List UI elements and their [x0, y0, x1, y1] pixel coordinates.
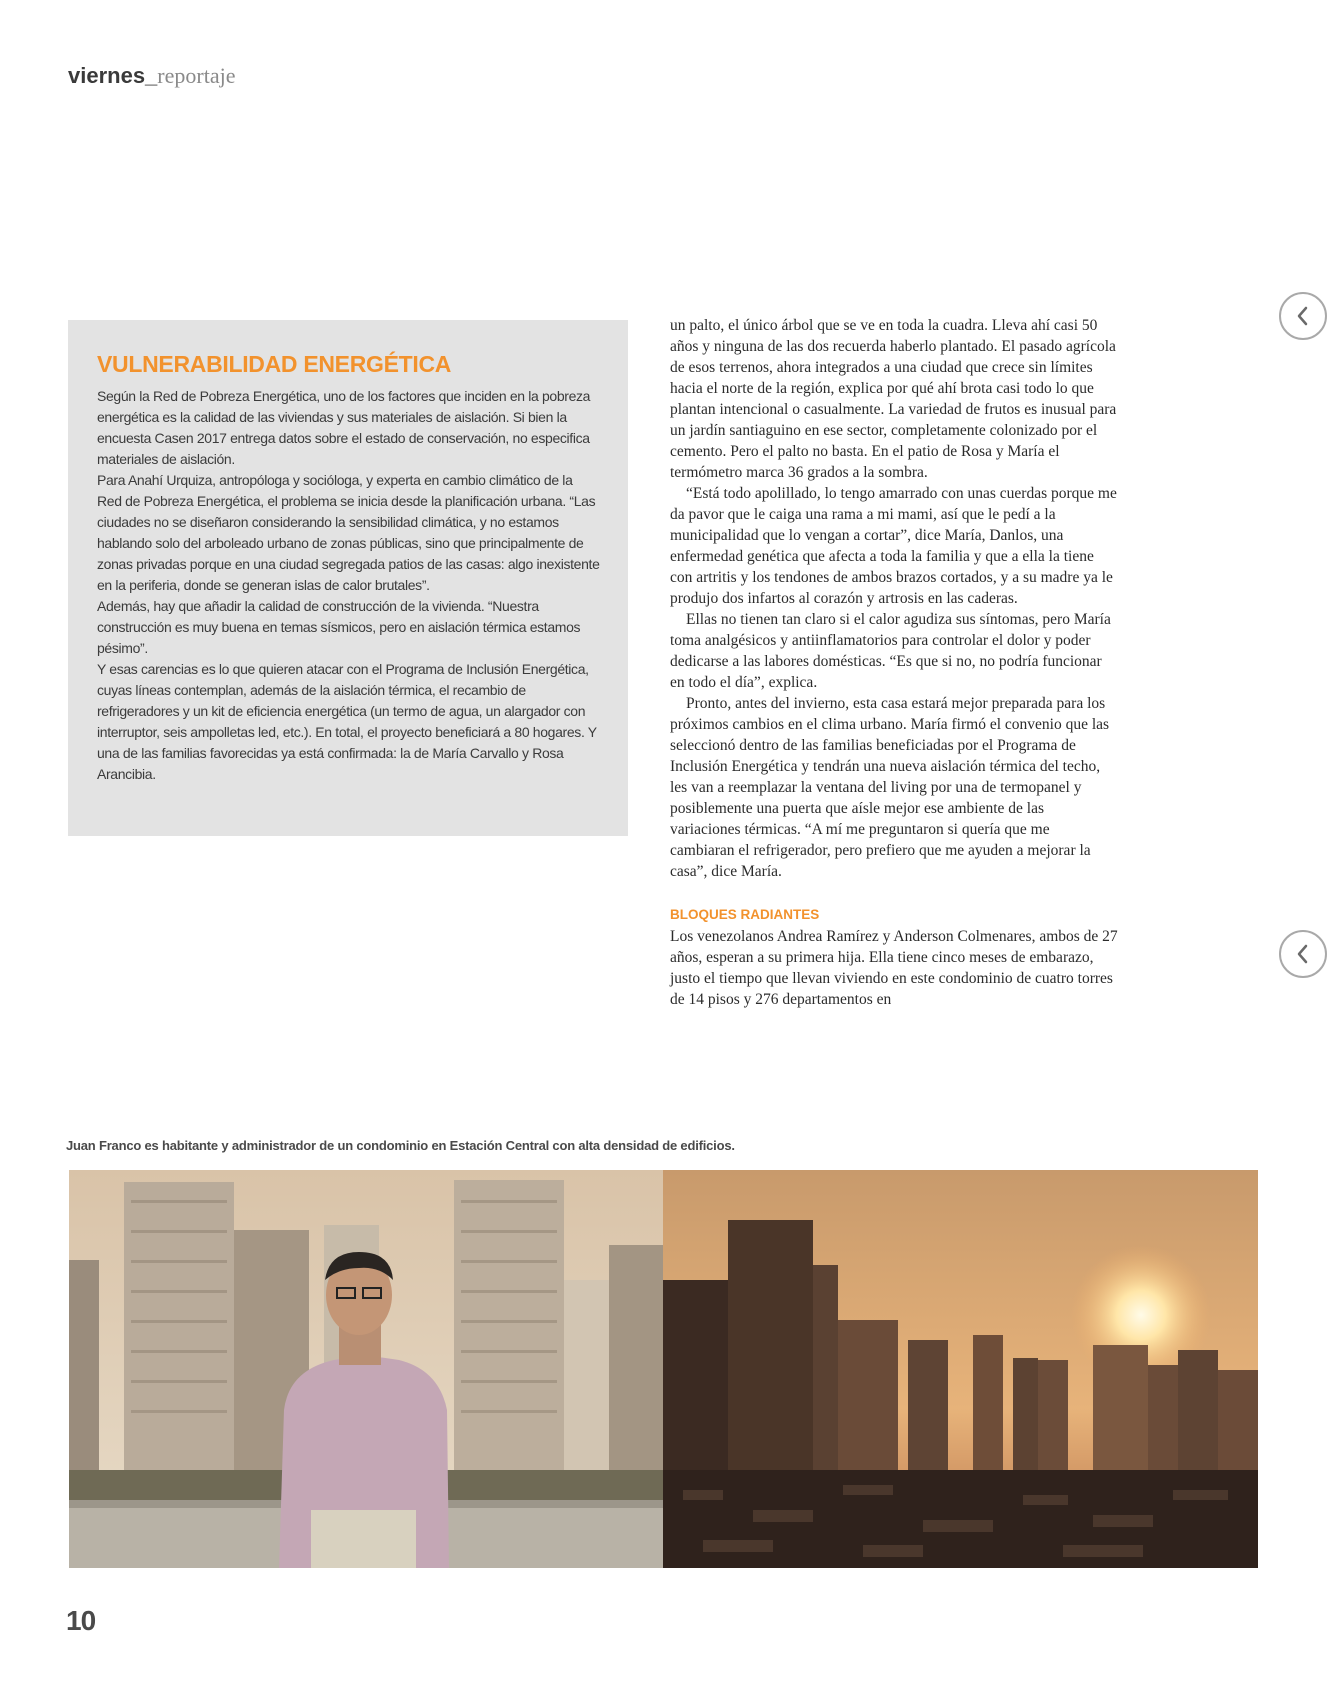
- chevron-left-icon: [1293, 942, 1313, 966]
- section-tag: [68, 62, 235, 90]
- sidebar-text: [97, 386, 600, 785]
- article-paragraph: Ellas no tienen tan claro si el calor agudiza sus síntomas, pero María toma analgésicos y antiinflamatorios para controlar el dolor y poder dedicarse a las labores domésticas. “Es que si no, no podría funcionar en todo el día”, explica.: [670, 611, 1111, 691]
- photo-city-sunset: [663, 1170, 1258, 1568]
- previous-page-button[interactable]: [1279, 292, 1327, 340]
- article-paragraph: “Está todo apolillado, lo tengo amarrado con unas cuerdas porque me da pavor que le caiga una rama a mi mami, así que le pedí a la municipalidad que lo vengan a cortar”, dice María, Danlos, una enfermedad genética que afecta a toda la familia y que a ella la tiene con artritis y los tendones de ambos brazos cortados, y a su madre ya le produjo dos infartos al corazón y artrosis en las caderas.: [670, 485, 1117, 607]
- photo-man-on-rooftop: [69, 1170, 663, 1568]
- sidebar-paragraph: Según la Red de Pobreza Energética, uno de los factores que inciden en la pobreza energética es la calidad de las viviendas y sus materiales de aislación. Si bien la encuesta Casen 2017 entrega datos sobre el estado de conservación, no especifica materiales de aislación.: [97, 388, 591, 467]
- section-name: viernes_: [68, 63, 158, 88]
- page-number: 10: [66, 1605, 96, 1636]
- article-paragraph: Pronto, antes del invierno, esta casa estará mejor preparada para los próximos cambios en el clima urbano. María firmó el convenio que las seleccionó dentro de las familias beneficiadas por el Programa de Inclusión Energética y tendrán una nueva aislación térmica del techo, les van a reemplazar la ventana del living por una de termopanel y posiblemente una puerta que aísle mejor ese ambiente de las variaciones térmicas. “A mí me preguntaron si quería que me cambiaran el refrigerador, pero prefiero que me ayuden a mejorar la casa”, dice María.: [670, 695, 1110, 880]
- photo-caption: Juan Franco es habitante y administrador de un condominio en Estación Central con alta densidad de edificios.: [66, 1138, 735, 1153]
- article-paragraph: Los venezolanos Andrea Ramírez y Anderson Colmenares, ambos de 27 años, esperan a su primera hija. Ella tiene cinco meses de embarazo, justo el tiempo que llevan viviendo en este condominio de cuatro torres de 14 pisos y 276 departamentos en: [670, 928, 1118, 1008]
- article-paragraph: un palto, el único árbol que se ve en toda la cuadra. Lleva ahí casi 50 años y ninguna de las dos recuerda haberlo plantado. El pasado agrícola de esos terrenos, ahora integrados a una ciudad que crece sin límites hacia el norte de la región, explica por qué ahí brota casi todo lo que plantan intencional o casualmente. La variedad de frutos es inusual para un jardín santiaguino en ese sector, completamente colonizado por el cemento. Pero el palto no basta. En el patio de Rosa y María el termómetro marca 36 grados a la sombra.: [670, 317, 1117, 481]
- sidebar-paragraph: Además, hay que añadir la calidad de construcción de la vivienda. “Nuestra construcción es muy buena en temas sísmicos, pero en aislación térmica estamos pésimo”.: [97, 598, 581, 656]
- chevron-left-icon: [1293, 304, 1313, 328]
- previous-page-button-lower[interactable]: [1279, 930, 1327, 978]
- sidebar-paragraph: Para Anahí Urquiza, antropóloga y socióloga, y experta en cambio climático de la Red de Pobreza Energética, el problema se inicia desde la planificación urbana. “Las ciudades no se diseñaron considerando la sensibilidad climática, y no estamos hablando solo del arboleado urbano de zonas públicas, sino que principalmente de zonas privadas porque en una ciudad segregada patios de las casas: algo inexistente en la periferia, donde se generan islas de calor brutales”.: [97, 472, 600, 593]
- section-type: reportaje: [157, 63, 236, 88]
- article-body: [670, 315, 1118, 1010]
- sidebar-title: VULNERABILIDAD ENERGÉTICA: [97, 351, 452, 377]
- sidebar-paragraph: Y esas carencias es lo que quieren atacar con el Programa de Inclusión Energética, cuyas líneas contemplan, además de la aislación térmica, el recambio de refrigeradores y un kit de eficiencia energética (un termo de agua, un alargador con interruptor, seis ampolletas led, etc.). En total, el proyecto beneficiará a 80 hogares. Y una de las familias favorecidas ya está confirmada: la de María Carvallo y Rosa Arancibia.: [97, 661, 597, 782]
- sidebar-box: [68, 320, 628, 836]
- article-subhead: BLOQUES RADIANTES: [670, 907, 820, 922]
